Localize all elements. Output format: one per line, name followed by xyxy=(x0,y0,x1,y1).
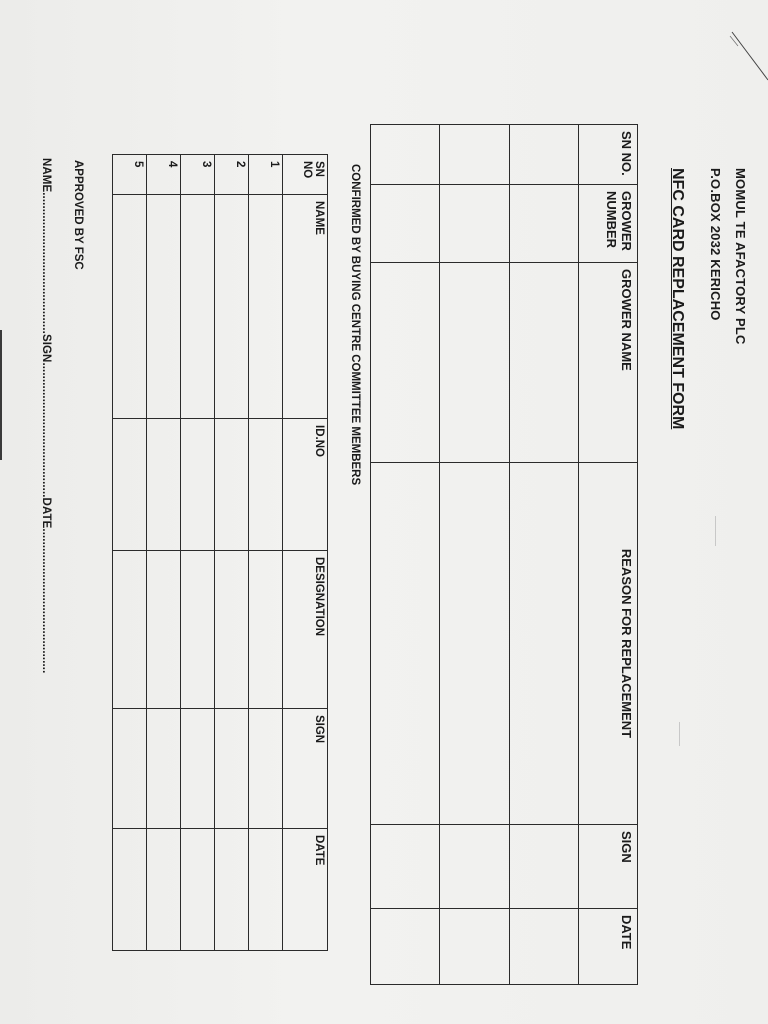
scan-smudge xyxy=(679,722,680,746)
table-row xyxy=(509,125,578,985)
row-number: 3 xyxy=(181,155,215,195)
scan-smudge xyxy=(715,516,716,546)
table-cell[interactable] xyxy=(371,909,440,985)
table-cell[interactable] xyxy=(113,551,147,709)
column-header-date: DATE xyxy=(579,909,638,985)
table-cell[interactable] xyxy=(249,709,283,829)
committee-table xyxy=(112,154,328,951)
table-cell[interactable] xyxy=(440,185,509,263)
table-cell[interactable] xyxy=(215,195,249,419)
replacement-table xyxy=(370,124,638,985)
approval-signature-line: NAME...........................................SIGN.........................................DATE............................................ xyxy=(40,158,52,674)
table-cell[interactable] xyxy=(440,825,509,909)
committee-row xyxy=(249,155,283,951)
approval-label: APPROVED BY FSC xyxy=(72,160,84,270)
table-cell[interactable] xyxy=(113,709,147,829)
table-cell[interactable] xyxy=(371,185,440,263)
committee-header-row xyxy=(283,155,328,951)
column-header-sn-no: SN NO xyxy=(283,155,328,195)
table-cell[interactable] xyxy=(509,125,578,185)
table-cell[interactable] xyxy=(181,195,215,419)
table-cell[interactable] xyxy=(509,263,578,463)
column-header-grower-number: GROWER NUMBER xyxy=(579,185,638,263)
table-cell[interactable] xyxy=(509,825,578,909)
committee-row xyxy=(181,155,215,951)
table-cell[interactable] xyxy=(371,463,440,825)
table-cell[interactable] xyxy=(113,829,147,951)
company-name: MOMUL TE AFACTORY PLC xyxy=(733,168,748,345)
table-cell[interactable] xyxy=(113,195,147,419)
table-cell[interactable] xyxy=(371,125,440,185)
table-cell[interactable] xyxy=(440,909,509,985)
table-cell[interactable] xyxy=(147,709,181,829)
table-cell[interactable] xyxy=(215,709,249,829)
table-cell[interactable] xyxy=(371,263,440,463)
table-row xyxy=(440,125,509,985)
column-header-id-no: ID.NO xyxy=(283,419,328,551)
table-cell[interactable] xyxy=(181,709,215,829)
table-cell[interactable] xyxy=(509,185,578,263)
row-number: 5 xyxy=(113,155,147,195)
table-cell[interactable] xyxy=(147,551,181,709)
table-cell[interactable] xyxy=(181,829,215,951)
column-header-name: NAME xyxy=(283,195,328,419)
table-row xyxy=(371,125,440,985)
table-cell[interactable] xyxy=(440,125,509,185)
column-header-sn-no: SN NO. xyxy=(579,125,638,185)
table-cell[interactable] xyxy=(249,551,283,709)
table-cell[interactable] xyxy=(113,419,147,551)
table-cell[interactable] xyxy=(147,195,181,419)
committee-section-label: CONFIRMED BY BUYING CENTRE COMMITTEE MEMBERS xyxy=(349,164,361,486)
column-header-sign: SIGN xyxy=(579,825,638,909)
table-cell[interactable] xyxy=(440,263,509,463)
table-cell[interactable] xyxy=(181,419,215,551)
company-address: P.O.BOX 2032 KERICHO xyxy=(708,168,723,321)
table-cell[interactable] xyxy=(215,551,249,709)
column-header-sign: SIGN xyxy=(283,709,328,829)
table-cell[interactable] xyxy=(509,909,578,985)
column-header-grower-name: GROWER NAME xyxy=(579,263,638,463)
committee-row xyxy=(113,155,147,951)
table-cell[interactable] xyxy=(147,829,181,951)
table-cell[interactable] xyxy=(440,463,509,825)
column-header-date: DATE xyxy=(283,829,328,951)
table-cell[interactable] xyxy=(215,419,249,551)
row-number: 2 xyxy=(215,155,249,195)
table-cell[interactable] xyxy=(509,463,578,825)
table-cell[interactable] xyxy=(215,829,249,951)
table-cell[interactable] xyxy=(249,829,283,951)
table-cell[interactable] xyxy=(249,195,283,419)
column-header-reason: REASON FOR REPLACEMENT xyxy=(579,463,638,825)
table-header-row xyxy=(579,125,638,985)
row-number: 4 xyxy=(147,155,181,195)
committee-row xyxy=(147,155,181,951)
committee-row xyxy=(215,155,249,951)
table-cell[interactable] xyxy=(181,551,215,709)
column-header-designation: DESIGNATION xyxy=(283,551,328,709)
table-cell[interactable] xyxy=(249,419,283,551)
table-cell[interactable] xyxy=(371,825,440,909)
table-cell[interactable] xyxy=(147,419,181,551)
row-number: 1 xyxy=(249,155,283,195)
form-title: NFC CARD REPLACEMENT FORM xyxy=(669,168,686,430)
